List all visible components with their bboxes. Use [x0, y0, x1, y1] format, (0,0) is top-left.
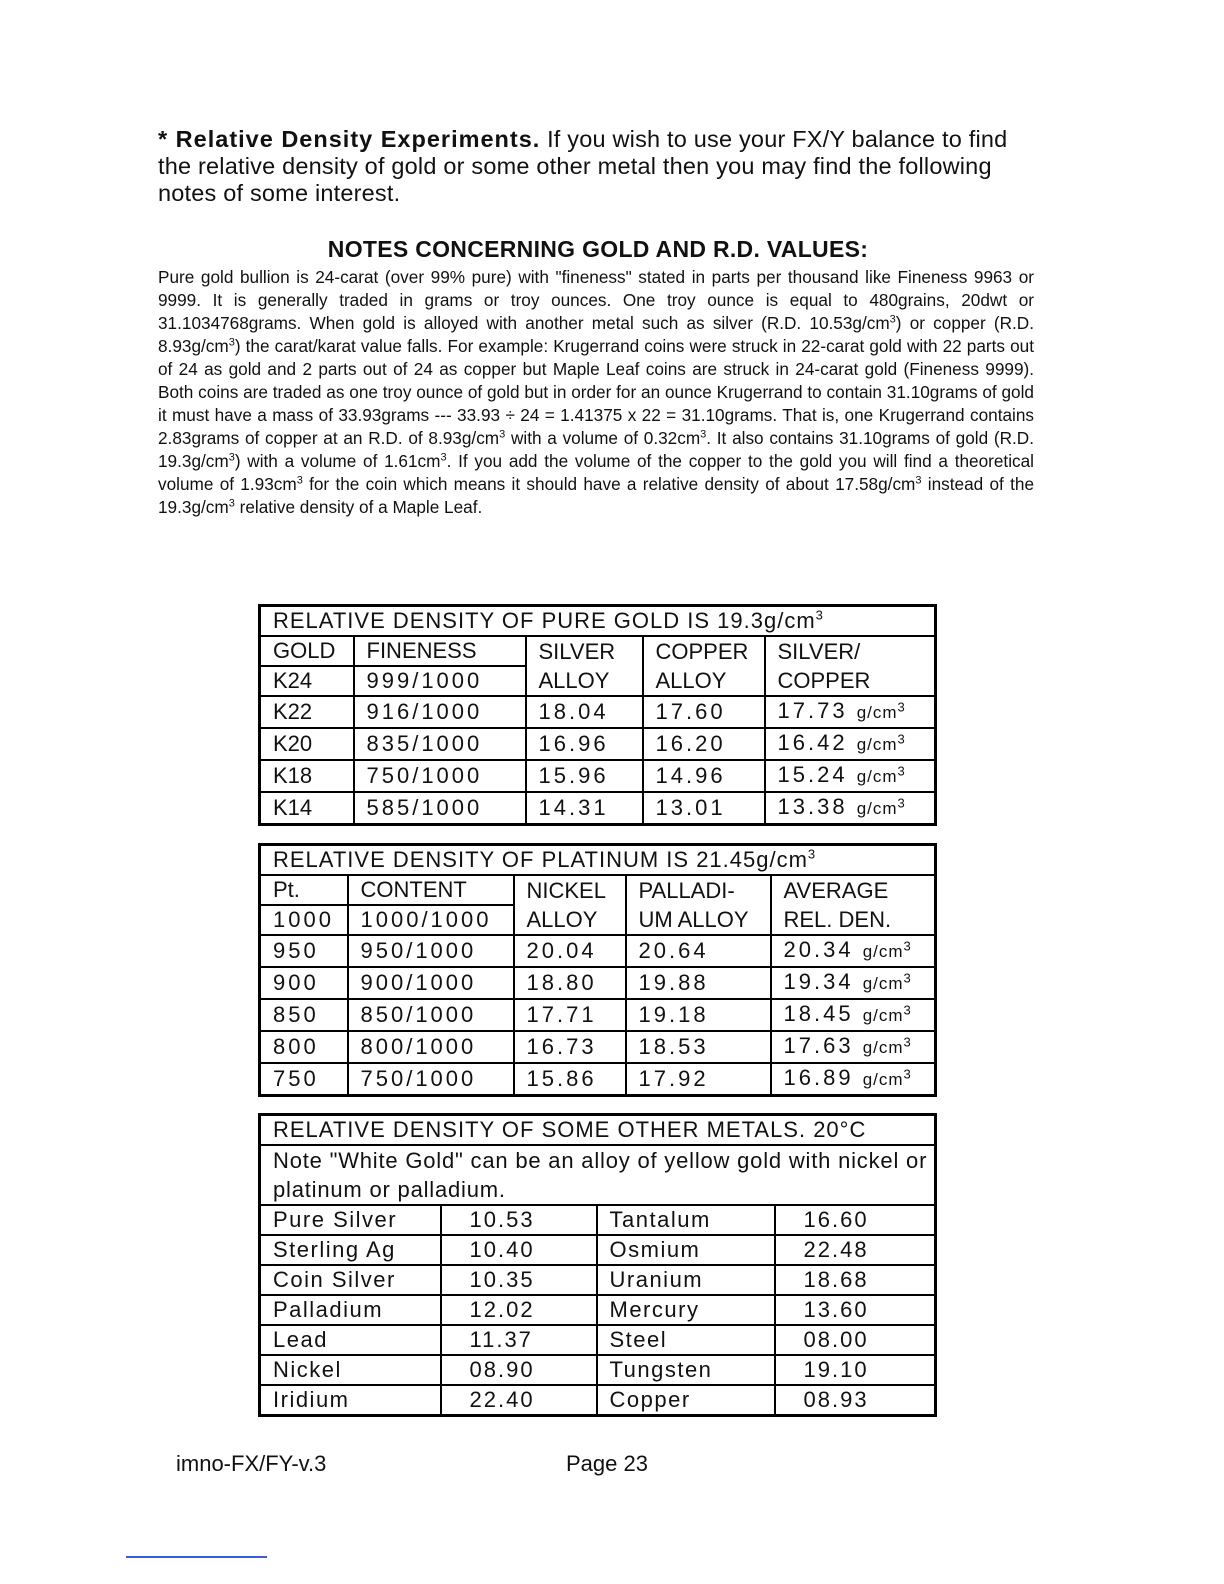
notes-paragraph: Pure gold bullion is 24-carat (over 99% pure) with "fineness" stated in parts per thousand like Fineness 9963 or 9999. It is generally traded in grams or troy ounces. One troy ounce is equal to 480grains, 20dwt or 31.1034768grams. When gold is alloyed with another metal such as silver (R.D. $10.53g/cm^3$) or copper (R.D. $8.93g/cm^3$) the carat/karat value falls. For example: Krugerrand coins were struck in 22-carat gold with 22 parts out of 24 as gold and 2 parts out of 24 as copper but Maple Leaf coins are struck in 24-carat gold (Fineness 9999). Both coins are traded as one troy ounce of gold but in order for an ounce Krugerrand to contain 31.10grams of gold it must have a mass of 33.93grams --- 33.93 ÷ 24 = 1.41375 x 22 = 31.10grams. That is, one Krugerrand contains 2.83grams of copper at an R.D. of $8.93g/cm^3$ with a volume of $0.32cm^3$. It also contains 31.10grams of gold (R.D. $19.3g/cm^3$) with a volume of $1.61cm^3$. If you add the volume of the copper to the gold you will find a theoretical volume of $1.93cm^3$ for the coin which means it should have a relative density of about $17.58g/cm^3$ instead of the $19.3g/cm^3$ relative density of a Maple Leaf.	[158, 267, 1035, 517]
platinum-cell: 1000	[260, 905, 348, 935]
other-metals-table	[258, 1113, 937, 1417]
platinum-col-header: NICKEL	[514, 875, 626, 905]
platinum-col-header: AVERAGE	[771, 875, 936, 905]
gold-density-table	[258, 604, 937, 826]
bottom-rule	[126, 1556, 267, 1558]
table-row: Palladium 12.02 Mercury 13.60	[260, 1295, 936, 1325]
table-row: Nickel 08.90 Tungsten 19.10	[260, 1355, 936, 1385]
intro-text: If you wish to use your FX/Y balance to find the relative density of gold or some other metal then you may find the following notes of some interest.	[158, 126, 1008, 206]
table-row: K14 585/1000 14.31 13.01 13.38 $g/cm^3$	[260, 792, 936, 825]
gold-table-title: RELATIVE DENSITY OF PURE GOLD IS $19.3g/cm^3$	[260, 606, 936, 637]
platinum-cell: 1000/1000	[348, 905, 514, 935]
platinum-col-header: ALLOY	[514, 905, 626, 935]
table-row: Lead 11.37 Steel 08.00	[260, 1325, 936, 1355]
table-row: 950 950/1000 20.04 20.64 20.34 $g/cm^3$	[260, 935, 936, 967]
gold-col-header: SILVER	[526, 636, 643, 666]
other-rows	[260, 1205, 936, 1416]
footer-doc-id: imno-FX/FY-v.3	[176, 1451, 327, 1476]
gold-col-header: SILVER/	[765, 636, 936, 666]
table-row: K20 835/1000 16.96 16.20 16.42 $g/cm^3$	[260, 728, 936, 760]
gold-col-header: COPPER	[765, 666, 936, 696]
table-row: Iridium 22.40 Copper 08.93	[260, 1385, 936, 1416]
gold-col-header: FINENESS	[354, 636, 526, 666]
table-row: Sterling Ag 10.40 Osmium 22.48	[260, 1235, 936, 1265]
other-table-title: RELATIVE DENSITY OF SOME OTHER METALS. 20°C	[260, 1115, 936, 1146]
table-row: K18 750/1000 15.96 14.96 15.24 $g/cm^3$	[260, 760, 936, 792]
platinum-col-header: Pt.	[260, 875, 348, 905]
table-row: K22 916/1000 18.04 17.60 17.73 $g/cm^3$	[260, 696, 936, 728]
intro-paragraph	[158, 126, 1038, 207]
platinum-col-header: PALLADI-	[626, 875, 771, 905]
table-row: Coin Silver 10.35 Uranium 18.68	[260, 1265, 936, 1295]
table-row: Pure Silver 10.53 Tantalum 16.60	[260, 1205, 936, 1235]
platinum-rows	[260, 935, 936, 1096]
gold-col-header: GOLD	[260, 636, 354, 666]
platinum-density-table	[258, 843, 937, 1097]
platinum-col-header: REL. DEN.	[771, 905, 936, 935]
table-row: 800 800/1000 16.73 18.53 17.63 $g/cm^3$	[260, 1031, 936, 1063]
table-row: 900 900/1000 18.80 19.88 19.34 $g/cm^3$	[260, 967, 936, 999]
footer-page-number: Page 23	[566, 1451, 648, 1476]
table-row: 850 850/1000 17.71 19.18 18.45 $g/cm^3$	[260, 999, 936, 1031]
platinum-col-header: UM ALLOY	[626, 905, 771, 935]
notes-title: NOTES CONCERNING GOLD AND R.D. VALUES:	[327, 236, 869, 262]
white-gold-note: Note "White Gold" can be an alloy of yellow gold with nickel or platinum or palladium.	[260, 1145, 936, 1205]
platinum-col-header: CONTENT	[348, 875, 514, 905]
gold-cell: 999/1000	[354, 666, 526, 696]
platinum-table-title: RELATIVE DENSITY OF PLATINUM IS $21.45g/cm^3$	[260, 845, 936, 876]
table-row: 750 750/1000 15.86 17.92 16.89 $g/cm^3$	[260, 1063, 936, 1096]
gold-col-header: COPPER	[643, 636, 765, 666]
gold-rows	[260, 696, 936, 825]
gold-col-header: ALLOY	[643, 666, 765, 696]
intro-heading: * Relative Density Experiments.	[158, 126, 541, 152]
gold-cell: K24	[260, 666, 354, 696]
gold-col-header: ALLOY	[526, 666, 643, 696]
